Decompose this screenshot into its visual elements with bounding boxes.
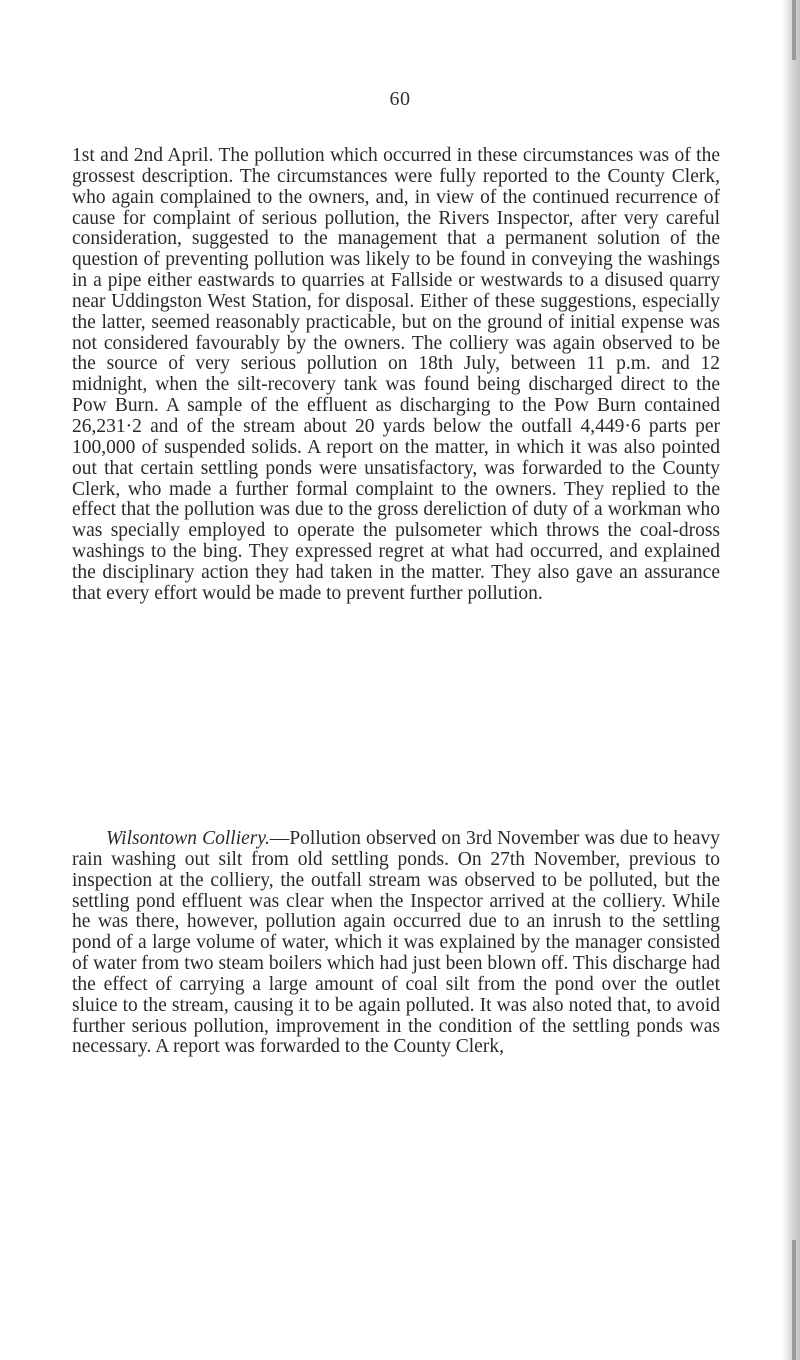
paragraph-2-heading: Wilsontown Colliery.: [106, 828, 270, 849]
paragraph-1: [72, 146, 720, 605]
page-edge-mark: [792, 0, 796, 60]
paragraph-2: [72, 829, 720, 1058]
page-edge-shadow: [782, 0, 800, 1360]
paragraph-1-text: 1st and 2nd April. The pollution which occurred in these circumstances was of the grossest description. The circumstances were fully reported to the County Clerk, who again complained to the owners, and, in view of the continued recurrence of cause for complaint of serious pollution, the Rivers Inspector, after very careful consideration, suggested to the management that a permanent solution of the question of preventing pollution was likely to be found in conveying the washings in a pipe either eastwards to quarries at Fallside or westwards to a disused quarry near Uddingston West Station, for disposal. Either of these suggestions, especially the latter, seemed reasonably practicable, but on the ground of initial expense was not considered favourably by the owners. The colliery was again observed to be the source of very serious pollution on 18th July, between 11 p.m. and 12 midnight, when the silt-recovery tank was found being discharged direct to the Pow Burn. A sample of the effluent as discharging to the Pow Burn contained 26,231·2 and of the stream about 20 yards below the outfall 4,449·6 parts per 100,000 of suspended solids. A report on the matter, in which it was also pointed out that certain settling ponds were unsatisfactory, was forwarded to the County Clerk, who made a further formal complaint to the owners. They replied to the effect that the pollution was due to the gross dereliction of duty of a workman who was specially employed to operate the pulsometer which throws the coal-dross washings to the bing. They expressed regret at what had occurred, and explained the disciplinary action they had taken in the matter. They also gave an assurance that every effort would be made to prevent further pollution.: [72, 145, 720, 604]
page-number: 60: [389, 88, 411, 110]
page-edge-mark: [792, 1240, 796, 1360]
paragraph-2-text: —Pollution observed on 3rd November was due to heavy rain washing out silt from old settling ponds. On 27th November, previous to inspection at the colliery, the outfall stream was observed to be polluted, but the settling pond effluent was clear when the Inspector arrived at the colliery. While he was there, however, pollution again occurred due to an inrush to the settling pond of a large volume of water, which it was explained by the manager consisted of water from two steam boilers which had just been blown off. This discharge had the effect of carrying a large amount of coal silt from the pond over the outlet sluice to the stream, causing it to be again polluted. It was also noted that, to avoid further serious pollution, improvement in the condition of the settling ponds was necessary. A report was forwarded to the County Clerk,: [72, 828, 720, 1058]
